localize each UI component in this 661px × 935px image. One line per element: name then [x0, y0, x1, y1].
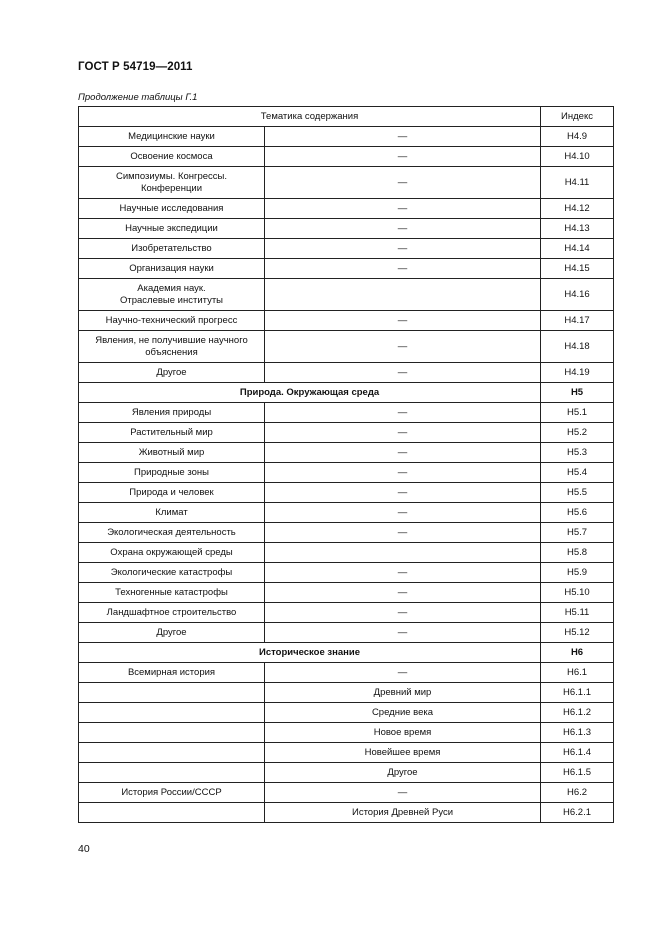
topic-cell: Природные зоны [79, 463, 265, 483]
topic-cell: Природа и человек [79, 483, 265, 503]
topic-cell: Явления, не получившие научного объяснения [79, 331, 265, 363]
dash-cell: — [265, 147, 541, 167]
dash-cell: — [265, 503, 541, 523]
dash-cell: — [265, 663, 541, 683]
dash-cell: — [265, 583, 541, 603]
index-cell: Н4.16 [541, 279, 614, 311]
table-row [79, 483, 614, 503]
dash-cell: — [265, 259, 541, 279]
topic-cell: Экологическая деятельность [79, 523, 265, 543]
dash-cell: — [265, 331, 541, 363]
table-row [79, 783, 614, 803]
topic-table [78, 106, 614, 823]
subtopic-cell: Средние века [265, 703, 541, 723]
table-header-row [79, 107, 614, 127]
table-row [79, 423, 614, 443]
table-row [79, 443, 614, 463]
table-row [79, 363, 614, 383]
table-row [79, 127, 614, 147]
subtopic-cell: Новое время [265, 723, 541, 743]
dash-cell: — [265, 483, 541, 503]
topic-cell [79, 763, 265, 783]
table-row [79, 331, 614, 363]
dash-cell [265, 279, 541, 311]
index-cell: Н5.6 [541, 503, 614, 523]
section-row [79, 383, 614, 403]
subtopic-cell: Древний мир [265, 683, 541, 703]
page-number: 40 [78, 843, 90, 855]
dash-cell: — [265, 603, 541, 623]
index-cell: Н5.2 [541, 423, 614, 443]
dash-cell [265, 543, 541, 563]
topic-cell: История России/СССР [79, 783, 265, 803]
table-row [79, 763, 614, 783]
table-row [79, 259, 614, 279]
table-row [79, 523, 614, 543]
table-row [79, 239, 614, 259]
table-row [79, 623, 614, 643]
index-cell: Н6.1.1 [541, 683, 614, 703]
topic-cell [79, 803, 265, 823]
topic-cell: Освоение космоса [79, 147, 265, 167]
topic-cell: Научные экспедиции [79, 219, 265, 239]
section-title: Природа. Окружающая среда [79, 383, 541, 403]
subtopic-cell: История Древней Руси [265, 803, 541, 823]
section-index: Н6 [541, 643, 614, 663]
index-cell: Н6.2 [541, 783, 614, 803]
topic-cell: Охрана окружающей среды [79, 543, 265, 563]
index-cell: Н5.5 [541, 483, 614, 503]
table-row [79, 219, 614, 239]
dash-cell: — [265, 443, 541, 463]
section-row [79, 643, 614, 663]
topic-cell: Растительный мир [79, 423, 265, 443]
topic-cell: Животный мир [79, 443, 265, 463]
index-cell: Н4.15 [541, 259, 614, 279]
index-cell: Н5.11 [541, 603, 614, 623]
topic-cell: Всемирная история [79, 663, 265, 683]
table-row [79, 543, 614, 563]
table-row [79, 803, 614, 823]
topic-cell: Научные исследования [79, 199, 265, 219]
index-cell: Н6.1.3 [541, 723, 614, 743]
index-cell: Н5.9 [541, 563, 614, 583]
dash-cell: — [265, 783, 541, 803]
topic-cell: Академия наук. Отраслевые институты [79, 279, 265, 311]
dash-cell: — [265, 463, 541, 483]
subtopic-cell: Другое [265, 763, 541, 783]
index-cell: Н4.17 [541, 311, 614, 331]
dash-cell: — [265, 311, 541, 331]
topic-cell: Ландшафтное строительство [79, 603, 265, 623]
index-cell: Н5.8 [541, 543, 614, 563]
table-row [79, 603, 614, 623]
dash-cell: — [265, 623, 541, 643]
topic-cell: Медицинские науки [79, 127, 265, 147]
topic-cell: Другое [79, 623, 265, 643]
index-cell: Н6.1 [541, 663, 614, 683]
topic-cell: Симпозиумы. Конгрессы. Конференции [79, 167, 265, 199]
column-header-index: Индекс [541, 107, 614, 127]
topic-cell [79, 703, 265, 723]
table-row [79, 199, 614, 219]
table-row [79, 723, 614, 743]
index-cell: Н6.2.1 [541, 803, 614, 823]
table-row [79, 403, 614, 423]
column-header-topic: Тематика содержания [79, 107, 541, 127]
index-cell: Н5.1 [541, 403, 614, 423]
dash-cell: — [265, 219, 541, 239]
index-cell: Н5.10 [541, 583, 614, 603]
dash-cell: — [265, 563, 541, 583]
table-row [79, 147, 614, 167]
index-cell: Н4.9 [541, 127, 614, 147]
table-row [79, 563, 614, 583]
document-header: ГОСТ Р 54719—2011 [78, 61, 193, 73]
table-row [79, 503, 614, 523]
dash-cell: — [265, 363, 541, 383]
index-cell: Н5.4 [541, 463, 614, 483]
topic-cell: Другое [79, 363, 265, 383]
topic-cell: Климат [79, 503, 265, 523]
index-cell: Н4.14 [541, 239, 614, 259]
index-cell: Н4.10 [541, 147, 614, 167]
dash-cell: — [265, 199, 541, 219]
table-row [79, 683, 614, 703]
index-cell: Н4.12 [541, 199, 614, 219]
topic-cell [79, 683, 265, 703]
section-title: Историческое знание [79, 643, 541, 663]
index-cell: Н4.13 [541, 219, 614, 239]
topic-cell: Научно-технический прогресс [79, 311, 265, 331]
section-index: Н5 [541, 383, 614, 403]
index-cell: Н5.3 [541, 443, 614, 463]
index-cell: Н6.1.4 [541, 743, 614, 763]
dash-cell: — [265, 403, 541, 423]
index-cell: Н5.7 [541, 523, 614, 543]
table-row [79, 167, 614, 199]
index-cell: Н4.18 [541, 331, 614, 363]
topic-cell [79, 723, 265, 743]
table-row [79, 279, 614, 311]
index-cell: Н4.19 [541, 363, 614, 383]
topic-cell: Техногенные катастрофы [79, 583, 265, 603]
index-cell: Н6.1.2 [541, 703, 614, 723]
table-body [79, 107, 614, 823]
table-row [79, 311, 614, 331]
dash-cell: — [265, 167, 541, 199]
table-row [79, 743, 614, 763]
topic-cell: Изобретательство [79, 239, 265, 259]
table-row [79, 463, 614, 483]
index-cell: Н5.12 [541, 623, 614, 643]
dash-cell: — [265, 127, 541, 147]
table-row [79, 703, 614, 723]
index-cell: Н4.11 [541, 167, 614, 199]
table-row [79, 583, 614, 603]
subtopic-cell: Новейшее время [265, 743, 541, 763]
table-row [79, 663, 614, 683]
topic-cell: Явления природы [79, 403, 265, 423]
index-cell: Н6.1.5 [541, 763, 614, 783]
topic-cell: Экологические катастрофы [79, 563, 265, 583]
dash-cell: — [265, 423, 541, 443]
topic-cell: Организация науки [79, 259, 265, 279]
topic-cell [79, 743, 265, 763]
table-caption: Продолжение таблицы Г.1 [78, 92, 198, 103]
dash-cell: — [265, 239, 541, 259]
dash-cell: — [265, 523, 541, 543]
